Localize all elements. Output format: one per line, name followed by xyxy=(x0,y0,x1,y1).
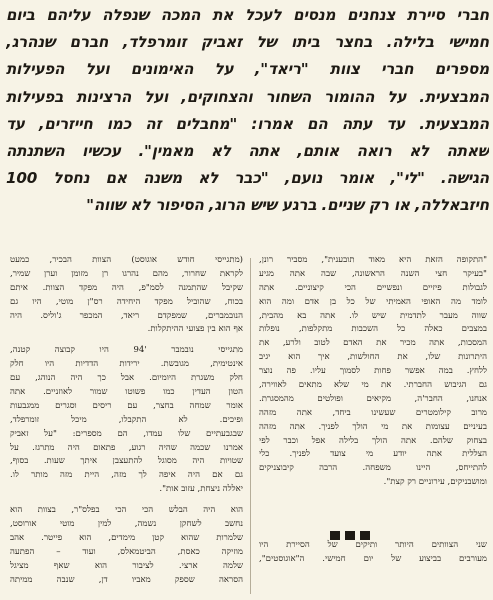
section-break-squares xyxy=(330,531,370,540)
column-line: מוזיקה כאסת, הביטמאלס, ועוד – הפתעה xyxy=(10,546,243,557)
intro-line: המבצעית. עד עתה הם אמרו: "מחבלים זה כמו חייזרים, עד xyxy=(6,114,489,133)
column-line: הוא היה הבלש הכי הכי בפלס"ר, בצוות הוא xyxy=(10,505,243,516)
article-column-right xyxy=(259,254,487,600)
column-line: שלמה ארצי. לציבור הוא שאף מציגל xyxy=(10,560,243,571)
column-line: יאללה ניצחת, עזוב אות". xyxy=(159,484,243,495)
column-line: אינטימית, מגובשת. ירידות הדדיות היו חלק xyxy=(10,359,243,370)
column-line: מעורבים בביצוע של יום חמישי. ה"אוגוסטים", xyxy=(259,554,487,565)
column-line: שקיבל שהתמנה לסמ"פ, היה מפקד הצוות. איתם xyxy=(10,282,243,293)
column-line: אמרנו שכמה שהיה רגוע, פתאום היה מתרגז. על xyxy=(10,442,243,453)
intro-line: הגישה. "לי", אומר נועם, "כבר לא משנה אם נחסל 100 xyxy=(6,169,489,188)
column-line: הסראה שספק מאביו דן, שנבה ממיתה xyxy=(10,574,243,585)
column-line: מתגייסי נובמבר '94 היו קבוצה קטנה, xyxy=(10,345,243,356)
column-line: שטויות היה מסוגל להתעצבן איתך שעות. בסוף, xyxy=(10,456,243,467)
column-line: אנחנו, החבר'ה, מקיאים ופולטים מהמסגרת. xyxy=(259,393,487,404)
column-line: גם הגיבוש החברתי. את מי שלא מתאים לאווירה, xyxy=(259,380,487,391)
intro-paragraph xyxy=(6,2,489,253)
intro-line: חברי סיירת צנחנים מנסים לעכל את המכה שנפלה עליהם ביום xyxy=(6,6,489,24)
article-column-left xyxy=(10,254,243,600)
column-line: לומד מה האופי האמיתי של כל בן אדם ומה הוא xyxy=(259,296,487,307)
column-line: נחשב לשחקן נשמה, למין מוטי אורוסט, xyxy=(10,519,243,530)
column-line: בצחוק שלהם. אתה הולך בלילה אפל וכבר לפי xyxy=(259,435,487,446)
intro-line: המבצעית. על ההומור השחור והצחוקים, ועל הרצינות בפעילות xyxy=(6,87,489,106)
intro-line: חמישי בלילה. בחצר ביתו של זאביק זומרפלד, חברם שנהרג, xyxy=(6,33,489,52)
column-divider xyxy=(250,258,251,594)
column-line: הנובמברים, שמפקדם ריאד, המכפר ג'וליס. היה xyxy=(10,310,243,321)
column-line: גם אם היה איפה לך מזה, היית מזה מותר לו. xyxy=(10,470,243,481)
column-line: לגבולות פיזיים ונפשיים הכי קיצוניים. אתה xyxy=(259,282,487,293)
column-line: ללחץ. במה אפשר פחות לסמוך עליו. פה נוצר xyxy=(259,366,487,377)
column-line: בכוח, שהוביל מפקד היחידה רס"ן מוטי, היו גם xyxy=(10,296,243,307)
intro-line: מספרים חברי צוות "ריאד", על האימונים ועל הפעילות xyxy=(6,60,489,79)
column-line: מרוב קילומטרים שעשינו ביחד, אתה מזהה xyxy=(259,407,487,418)
column-line: הצללית אתה יודע מי צועד לפניך. כלי xyxy=(259,449,487,460)
column-line: שלמרות שהוא קטן מימדים, הוא פייטר. אהב xyxy=(10,532,243,543)
intro-line: שאתה לא רואה אותם, אתה לא מאמין". עכשיו השתנתה xyxy=(6,141,489,160)
column-line: "בעיקר חצי השנה הראשונה, שבה אתה מגיע xyxy=(259,268,487,279)
column-line: שווה מעבר לתדמית שיש לו. אתה בא מהבית, xyxy=(259,310,487,321)
column-line: היתרונות שלו, את החולשות, איך הוא יגיב xyxy=(259,352,487,363)
column-line: לקראת שחרור, מהם נהרגו רן מזומן וערן שמיר, xyxy=(10,268,243,279)
column-line: המסכות, אתה מכיר את האדם לטוב ולרע, את xyxy=(259,338,487,349)
column-line: "התקופה הזאת היא מאוד תובענית", מסביר רונן, xyxy=(259,255,487,265)
column-line: ומושבניקים, עירוניים רק קצת". xyxy=(383,477,487,488)
intro-line: חיזבאללה, או רק שניים. ברגע שיש הרוג, הסיפור לא שווה" xyxy=(86,196,489,215)
column-line: הטון העדין כמו פשוטו שמור לאוזניים. אתה xyxy=(10,387,243,398)
column-line: אומר שמחה בחצר, עם ריסים וסגרים ממגבעות xyxy=(10,400,243,411)
square-mark xyxy=(360,531,370,540)
column-line: (מתגייסי חודש אוגוסט) הצוות הבכיר, כמעט xyxy=(10,255,243,265)
column-line: אף הוא בין פצועי ההיתקלות. xyxy=(147,324,243,335)
column-line: שני הצוותים היותר ותיקים של הסיירת היו xyxy=(259,540,487,551)
square-mark xyxy=(330,531,340,540)
column-line: חלק משגרת היומיום. אבל כך היה הנוהג, עם xyxy=(10,373,243,384)
column-line: להתייחס, היינו משפחה. הרבה קיבוצניקים xyxy=(259,463,487,474)
column-line: ופיכים. לא התקבלו, מיכל זומרפלד, xyxy=(10,414,243,425)
column-line: שבגבעתיים שלו עמדו, הם מספרים: "על זאביק xyxy=(10,428,243,439)
column-line: במצבים כאלה כל השכבות מתקלפות, נופלות xyxy=(259,324,487,335)
column-line: בעיניים עצומות את מי הולך לפניך. אתה מזהה xyxy=(259,421,487,432)
square-mark xyxy=(345,531,355,540)
